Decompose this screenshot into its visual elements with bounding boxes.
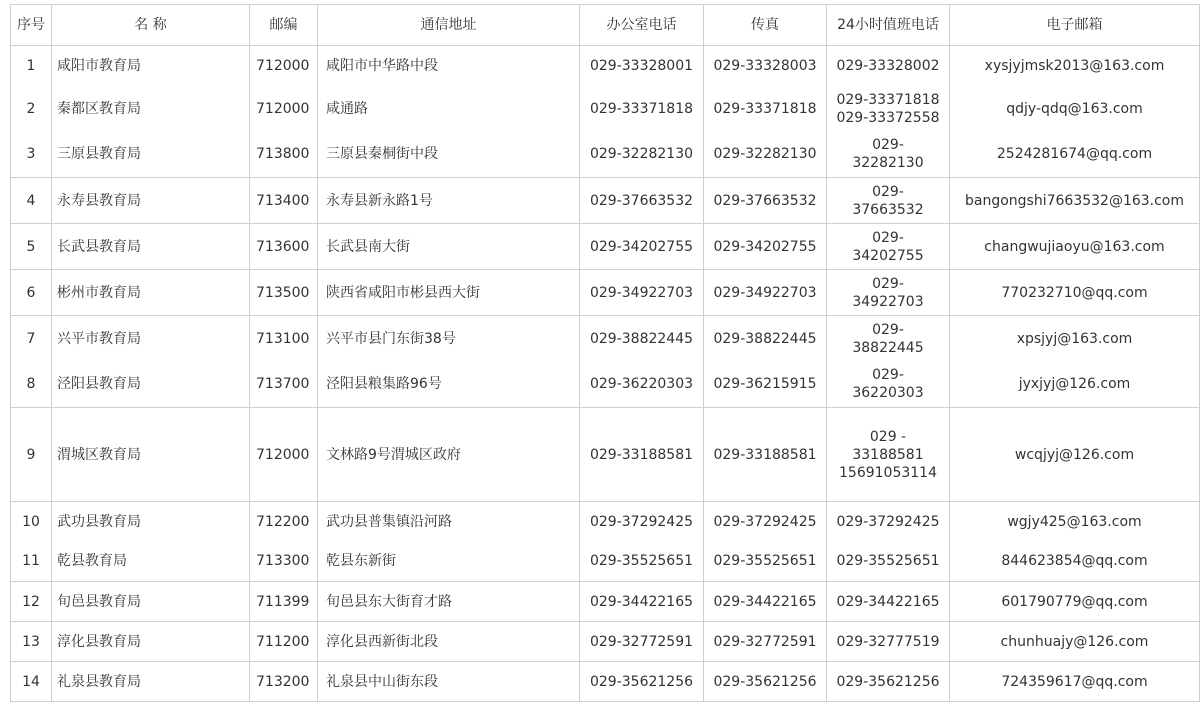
cell-office-phone: 029-37292425 [580,502,704,542]
cell-duty-phone [827,502,950,542]
cell-fax: 029-32282130 [704,132,827,178]
cell-zip: 713200 [250,662,318,702]
cell-zip: 713600 [250,224,318,270]
cell-no: 6 [11,270,52,316]
duty-phone-line: 32282130 [852,155,924,172]
cell-office-phone: 029-32282130 [580,132,704,178]
cell-name: 秦都区教育局 [52,86,250,132]
duty-phone-line: 029- [872,367,904,384]
cell-zip: 713500 [250,270,318,316]
cell-zip: 713400 [250,178,318,224]
cell-no: 14 [11,662,52,702]
cell-email: wgjy425@163.com [950,502,1200,542]
cell-name: 兴平市教育局 [52,316,250,362]
cell-address: 武功县普集镇沿河路 [318,502,580,542]
duty-phone-line: 029- [872,275,904,292]
cell-email: xysjyjmsk2013@163.com [950,46,1200,86]
cell-name: 永寿县教育局 [52,178,250,224]
table-row [11,502,1200,542]
table-row [11,86,1200,132]
cell-email: changwujiaoyu@163.com [950,224,1200,270]
header-fax: 传真 [704,5,827,46]
cell-no: 1 [11,46,52,86]
cell-name: 泾阳县教育局 [52,362,250,408]
cell-fax: 029-34922703 [704,270,827,316]
cell-zip: 713300 [250,542,318,582]
cell-name: 旬邑县教育局 [52,582,250,622]
cell-duty-phone [827,132,950,178]
cell-office-phone: 029-34422165 [580,582,704,622]
table-row [11,46,1200,86]
cell-office-phone: 029-33188581 [580,408,704,502]
cell-address: 乾县东新街 [318,542,580,582]
cell-duty-phone [827,316,950,362]
cell-name: 淳化县教育局 [52,622,250,662]
cell-office-phone: 029-32772591 [580,622,704,662]
table-row [11,362,1200,408]
cell-office-phone: 029-34202755 [580,224,704,270]
cell-address: 咸阳市中华路中段 [318,46,580,86]
cell-name: 咸阳市教育局 [52,46,250,86]
cell-email: chunhuajy@126.com [950,622,1200,662]
duty-phone-line: 34922703 [852,293,924,310]
duty-phone-line: 36220303 [852,385,924,402]
cell-address: 淳化县西新街北段 [318,622,580,662]
duty-phone-line: 029 - [869,428,907,445]
cell-fax: 029-35525651 [704,542,827,582]
cell-no: 4 [11,178,52,224]
duty-phone-line: 37663532 [852,201,924,218]
table-row [11,178,1200,224]
cell-zip: 711200 [250,622,318,662]
cell-office-phone: 029-33371818 [580,86,704,132]
table-row [11,270,1200,316]
table-row [11,316,1200,362]
cell-address: 泾阳县粮集路96号 [318,362,580,408]
duty-phone-line: 029- [872,229,904,246]
cell-email: wcqjyj@126.com [950,408,1200,502]
cell-zip: 712000 [250,46,318,86]
cell-office-phone: 029-33328001 [580,46,704,86]
cell-no: 13 [11,622,52,662]
cell-fax: 029-37663532 [704,178,827,224]
table-body [11,46,1200,702]
cell-duty-phone [827,178,950,224]
cell-zip: 713800 [250,132,318,178]
header-office-phone: 办公室电话 [580,5,704,46]
cell-duty-phone [827,224,950,270]
cell-duty-phone [827,270,950,316]
duty-phone-line: 029-32777519 [836,633,940,650]
cell-office-phone: 029-35621256 [580,662,704,702]
duty-phone-line: 15691053114 [839,464,937,481]
cell-zip: 712200 [250,502,318,542]
cell-fax: 029-35621256 [704,662,827,702]
cell-address: 文林路9号渭城区政府 [318,408,580,502]
cell-name: 三原县教育局 [52,132,250,178]
duty-phone-line: 029-37292425 [836,513,940,530]
header-duty-phone: 24小时值班电话 [827,5,950,46]
cell-no: 2 [11,86,52,132]
cell-office-phone: 029-38822445 [580,316,704,362]
cell-name: 乾县教育局 [52,542,250,582]
education-bureau-contact-table [10,4,1200,702]
cell-name: 武功县教育局 [52,502,250,542]
duty-phone-line: 029-33328002 [836,57,940,74]
header-no: 序号 [11,5,52,46]
header-email: 电子邮箱 [950,5,1200,46]
cell-no: 12 [11,582,52,622]
cell-fax: 029-34422165 [704,582,827,622]
cell-zip: 713100 [250,316,318,362]
cell-email: xpsjyj@163.com [950,316,1200,362]
cell-email: 770232710@qq.com [950,270,1200,316]
duty-phone-line: 33188581 [852,446,924,463]
cell-duty-phone [827,46,950,86]
cell-address: 兴平市县门东街38号 [318,316,580,362]
cell-fax: 029-33328003 [704,46,827,86]
cell-duty-phone [827,408,950,502]
contact-table-wrapper [10,4,1200,702]
duty-phone-line: 029-33371818 [836,91,940,108]
cell-zip: 712000 [250,86,318,132]
table-row [11,224,1200,270]
cell-fax: 029-36215915 [704,362,827,408]
cell-office-phone: 029-36220303 [580,362,704,408]
duty-phone-line: 029-34422165 [836,593,940,610]
cell-no: 8 [11,362,52,408]
header-zip: 邮编 [250,5,318,46]
cell-fax: 029-33188581 [704,408,827,502]
cell-fax: 029-34202755 [704,224,827,270]
cell-no: 10 [11,502,52,542]
header-address: 通信地址 [318,5,580,46]
cell-duty-phone [827,582,950,622]
cell-name: 礼泉县教育局 [52,662,250,702]
duty-phone-line: 029-35525651 [836,553,940,570]
table-row [11,408,1200,502]
table-row [11,662,1200,702]
cell-email: qdjy-qdq@163.com [950,86,1200,132]
cell-email: jyxjyj@126.com [950,362,1200,408]
cell-duty-phone [827,362,950,408]
table-header-row [11,5,1200,46]
cell-address: 长武县南大街 [318,224,580,270]
cell-no: 3 [11,132,52,178]
cell-office-phone: 029-35525651 [580,542,704,582]
cell-office-phone: 029-37663532 [580,178,704,224]
cell-no: 7 [11,316,52,362]
cell-address: 陕西省咸阳市彬县西大街 [318,270,580,316]
table-row [11,622,1200,662]
cell-duty-phone [827,542,950,582]
duty-phone-line: 34202755 [852,247,924,264]
cell-zip: 712000 [250,408,318,502]
duty-phone-line: 029- [872,137,904,154]
duty-phone-line: 029- [872,321,904,338]
header-name: 名 称 [52,5,250,46]
cell-zip: 713700 [250,362,318,408]
cell-name: 彬州市教育局 [52,270,250,316]
cell-name: 长武县教育局 [52,224,250,270]
cell-no: 11 [11,542,52,582]
cell-duty-phone [827,622,950,662]
cell-address: 旬邑县东大街育才路 [318,582,580,622]
cell-fax: 029-37292425 [704,502,827,542]
cell-fax: 029-32772591 [704,622,827,662]
cell-office-phone: 029-34922703 [580,270,704,316]
duty-phone-line: 029- [872,183,904,200]
duty-phone-line: 029-33372558 [836,109,940,126]
cell-address: 三原县秦桐街中段 [318,132,580,178]
table-row [11,542,1200,582]
cell-no: 5 [11,224,52,270]
cell-address: 咸通路 [318,86,580,132]
cell-name: 渭城区教育局 [52,408,250,502]
cell-email: 601790779@qq.com [950,582,1200,622]
table-row [11,132,1200,178]
cell-email: 2524281674@qq.com [950,132,1200,178]
cell-address: 永寿县新永路1号 [318,178,580,224]
cell-email: 724359617@qq.com [950,662,1200,702]
duty-phone-line: 029-35621256 [836,673,940,690]
cell-duty-phone [827,662,950,702]
cell-address: 礼泉县中山街东段 [318,662,580,702]
cell-email: bangongshi7663532@163.com [950,178,1200,224]
table-row [11,582,1200,622]
cell-fax: 029-33371818 [704,86,827,132]
cell-fax: 029-38822445 [704,316,827,362]
cell-zip: 711399 [250,582,318,622]
cell-duty-phone [827,86,950,132]
cell-no: 9 [11,408,52,502]
cell-email: 844623854@qq.com [950,542,1200,582]
duty-phone-line: 38822445 [852,339,924,356]
